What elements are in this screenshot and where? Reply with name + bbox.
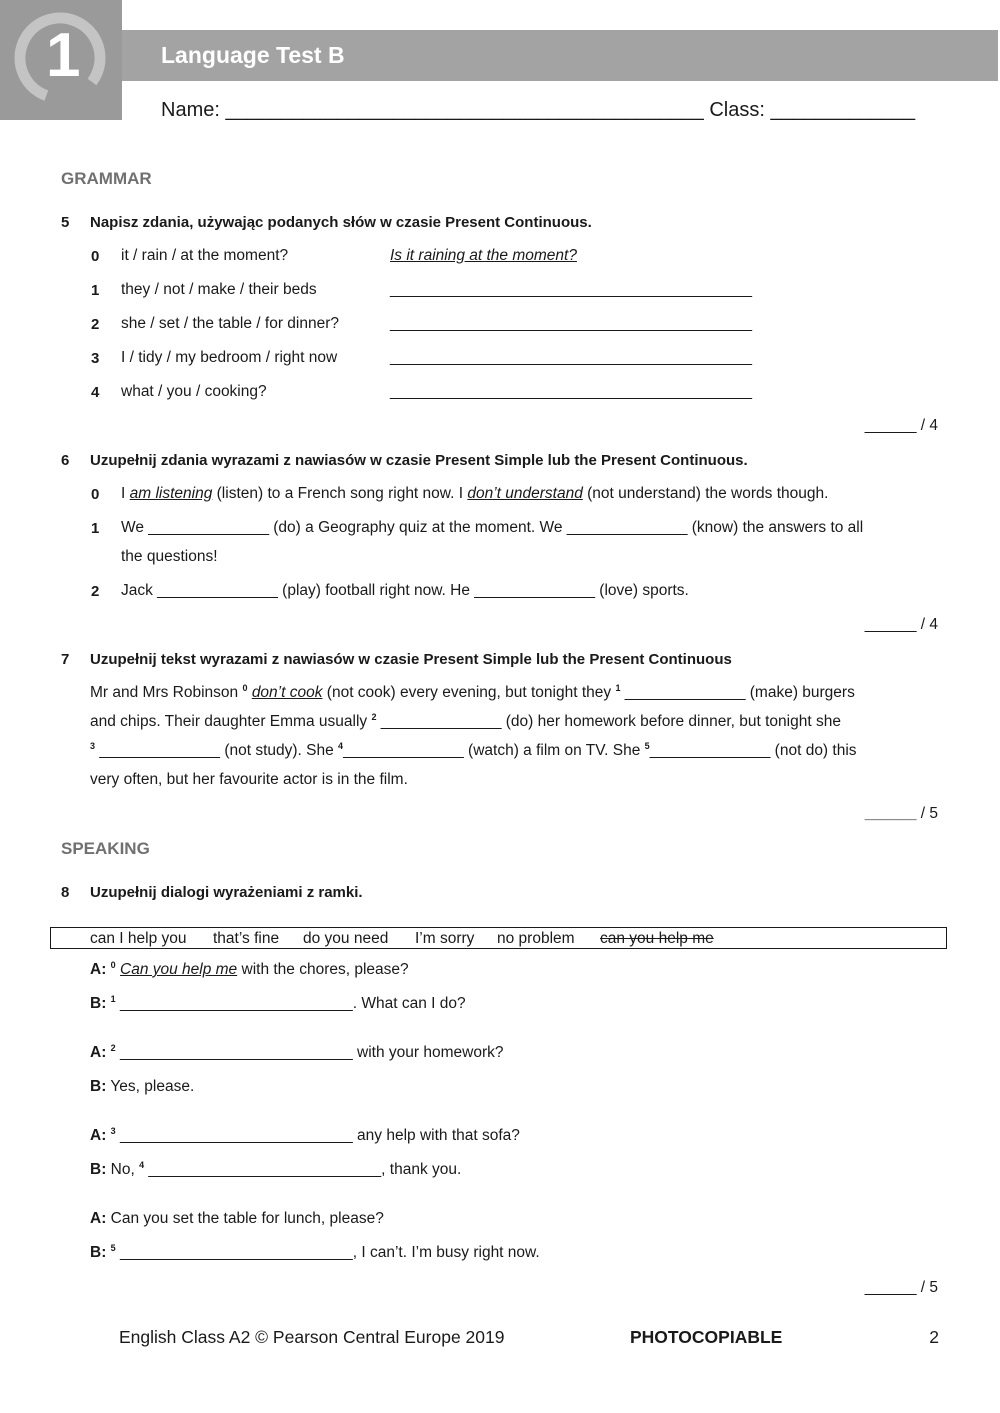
dialogue-line[interactable]: B: No, $^4$ ___________________________, thank you.: [90, 1160, 462, 1178]
task-7-instruction: Uzupełnij tekst wyrazami z nawiasów w czasie Present Simple lub the Present Continuous: [90, 651, 732, 668]
task-6-score[interactable]: ______ / 4: [864, 616, 938, 633]
task-6-number: 6: [61, 452, 70, 469]
dialogue-line: A: $^0$ Can you help me with the chores, please?: [90, 960, 409, 978]
task-5-item-number: 0: [91, 248, 100, 265]
task-5-answer-blank[interactable]: __________________________________________: [390, 383, 753, 400]
task-5-number: 5: [61, 214, 70, 231]
task-5-instruction: Napisz zdania, używając podanych słów w czasie Present Continuous.: [90, 214, 592, 231]
speaking-heading: SPEAKING: [61, 839, 150, 858]
footer-copyright: English Class A2 © Pearson Central Europe 2019: [119, 1327, 505, 1347]
task-5-prompt: what / you / cooking?: [121, 383, 267, 400]
task-7-text-line: very often, but her favourite actor is in the film.: [90, 771, 408, 788]
task-6-sentence[interactable]: We ______________ (do) a Geography quiz at the moment. We ______________ (know) the answers to all: [121, 519, 864, 536]
grammar-heading: GRAMMAR: [61, 169, 152, 188]
task-7-score[interactable]: ______ / 5: [864, 805, 938, 822]
word-box: [50, 927, 947, 949]
page-number: 2: [929, 1327, 939, 1347]
task-6-example-sentence: I am listening (listen) to a French song right now. I don’t understand (not understand) the words though.: [121, 485, 829, 502]
example-answer: don’t understand: [467, 485, 583, 502]
page-title: Language Test B: [161, 42, 345, 68]
task-5-example-answer: Is it raining at the moment?: [390, 247, 577, 264]
word-box-item: no problem: [497, 930, 575, 947]
task-5-item-number: 2: [91, 316, 100, 333]
task-5-prompt: it / rain / at the moment?: [121, 247, 289, 264]
word-box-item: that’s fine: [213, 930, 280, 947]
unit-badge: [0, 0, 122, 120]
dialogue-line[interactable]: B: $^1$ ___________________________. What can I do?: [90, 994, 466, 1012]
task-7-text-line[interactable]: $^3$ ______________ (not study). She $^4$______________ (watch) a film on TV. She $^5$______________ (not do) this: [90, 741, 857, 759]
class-label: Class:: [709, 99, 765, 121]
task-8-number: 8: [61, 884, 70, 901]
example-answer: don’t cook: [251, 684, 323, 701]
task-6-sentence[interactable]: Jack ______________ (play) football right now. He ______________ (love) sports.: [121, 582, 689, 599]
task-5-score[interactable]: ______ / 4: [864, 417, 938, 434]
task-7-text-line[interactable]: Mr and Mrs Robinson $^0$ don’t cook (not cook) every evening, but tonight they $^1$ ______________ (make) burgers: [90, 683, 855, 701]
dialogue-line[interactable]: A: $^3$ ___________________________ any help with that sofa?: [90, 1126, 520, 1144]
name-field[interactable]: ___________________________________________: [225, 99, 704, 121]
name-label: Name:: [161, 99, 220, 121]
task-5-item-number: 1: [91, 282, 100, 299]
name-class-row: [161, 99, 915, 122]
task-7-text-line[interactable]: and chips. Their daughter Emma usually $^2$ ______________ (do) her homework before dinner, but tonight she: [90, 712, 841, 730]
task-6-item-number: 2: [91, 583, 100, 600]
task-6-sentence-continued: the questions!: [121, 548, 218, 565]
word-box-item: do you need: [303, 930, 389, 947]
task-6-item-number: 0: [91, 486, 100, 503]
word-box-example: can you help me: [600, 930, 714, 947]
task-5-item-number: 4: [91, 384, 100, 401]
example-answer: Can you help me: [120, 961, 238, 978]
class-field[interactable]: _____________: [770, 99, 916, 121]
task-5-answer-blank[interactable]: __________________________________________: [390, 349, 753, 366]
unit-number: 1: [46, 21, 81, 90]
dialogue-line[interactable]: B: $^5$ ___________________________, I can’t. I’m busy right now.: [90, 1243, 540, 1261]
task-5-prompt: I / tidy / my bedroom / right now: [121, 349, 338, 366]
example-answer: am listening: [129, 485, 213, 502]
task-5-item-number: 3: [91, 350, 100, 367]
task-6-instruction: Uzupełnij zdania wyrazami z nawiasów w czasie Present Simple lub the Present Continuous.: [90, 452, 748, 469]
task-8-score[interactable]: ______ / 5: [864, 1279, 938, 1296]
dialogue-line: B: Yes, please.: [90, 1078, 195, 1095]
dialogue-line[interactable]: A: $^2$ ___________________________ with your homework?: [90, 1043, 504, 1061]
footer-photocopiable: PHOTOCOPIABLE: [630, 1327, 783, 1347]
task-5-prompt: they / not / make / their beds: [121, 281, 317, 298]
header-bar: [0, 30, 998, 81]
task-5-answer-blank[interactable]: __________________________________________: [390, 315, 753, 332]
dialogue-line: A: Can you set the table for lunch, please?: [90, 1210, 384, 1227]
task-5-answer-blank[interactable]: __________________________________________: [390, 281, 753, 298]
word-box-item: I’m sorry: [415, 930, 475, 947]
task-8-instruction: Uzupełnij dialogi wyrażeniami z ramki.: [90, 884, 363, 901]
task-5-prompt: she / set / the table / for dinner?: [121, 315, 339, 332]
task-7-number: 7: [61, 651, 70, 668]
word-box-item: can I help you: [90, 930, 187, 947]
task-6-item-number: 1: [91, 520, 100, 537]
